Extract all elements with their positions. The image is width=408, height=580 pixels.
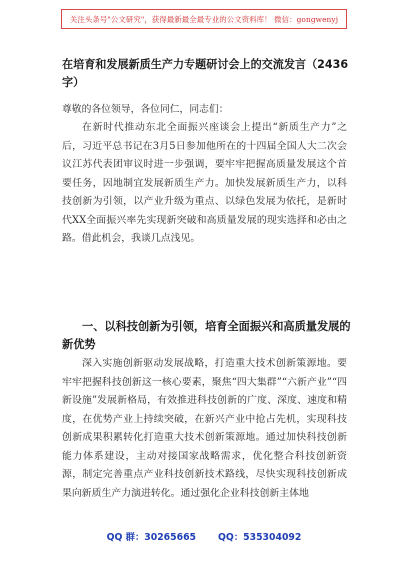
header-banner-text: 关注头条号"公文研究"，获得最新最全最专业的公文资料库！ 微信：gongwenyj <box>69 14 339 24</box>
body-paragraph-2: 深入实施创新驱动发展战略，打造重大技术创新策源地。要牢牢把握科技创新这一核心要素，聚焦“四大集群”“六新产业”“四新设施”发展新格局，有效推进科技创新的广度、深度、速度和精度，在优势产业上持续突破，在新兴产业中抢占先机，实现科技创新成果积累转化打造重大技术创新策源地。通过加快科技创新能力体系建设，主动对接国家战略需求，优化整合科技创新资源，制定完善重点产业科技创新技术路线，尽快实现科技创新成果向新质生产力演进转化。通过强化企业科技创新主体地 <box>62 358 347 499</box>
document-greeting: 尊敬的各位领导，各位同仁，同志们： <box>62 104 229 115</box>
header-banner <box>61 9 347 29</box>
body-paragraph-1: 在新时代推动东北全面振兴座谈会上提出“新质生产力”之后，习近平总书记在3月5日参加他所在的十四届全国人大二次会议江苏代表团审议时进一步强调，要牢牢把握高质量发展这个首要任务，因地制宜发展新质生产力。加快发展新质生产力，以科技创新为引领，以产业升级为重点、以绿色发展为依托，是新时代XX全面振兴率先实现新突破和高质量发展的现实选择和必由之路。借此机会，我谈几点浅见。 <box>62 122 347 244</box>
document-title: 在培育和发展新质生产力专题研讨会上的交流发言（2436字） <box>62 58 349 89</box>
footer-qq-number: QQ：535304092 <box>218 532 302 543</box>
section-heading-1: 一、以科技创新为引领，培育全面振兴和高质量发展的新优势 <box>62 320 351 351</box>
footer-qq-group: QQ 群：30265665 <box>106 532 197 543</box>
footer-contact <box>0 531 408 545</box>
